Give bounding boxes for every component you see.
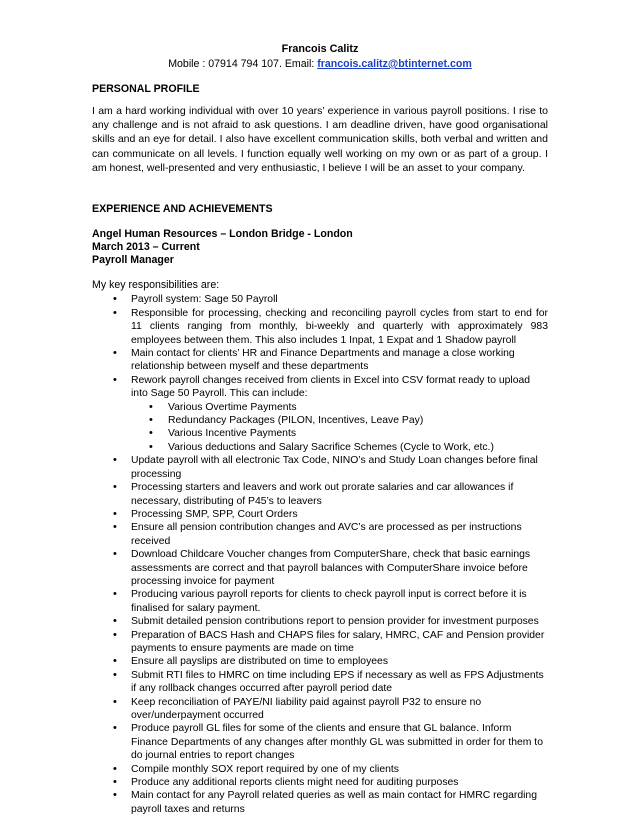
responsibilities-intro: My key responsibilities are:: [92, 279, 220, 292]
list-item: • Payroll system: Sage 50 Payroll: [92, 293, 548, 306]
list-item: • Processing starters and leavers and work out prorate salaries and car allowances if necessary, distributing of P45’s to leavers: [92, 481, 548, 508]
list-item: • Download Childcare Voucher changes from ComputerShare, check that basic earnings assessments are correct and that payroll balances with ComputerShare invoice before processing invoice for payment: [92, 548, 548, 588]
list-item: • Producing various payroll reports for clients to check payroll input is correct before it is finalised for salary payment.: [92, 588, 548, 615]
list-item: • Submit detailed pension contributions report to pension provider for investment purposes: [92, 615, 548, 628]
responsibilities-list: [92, 293, 548, 816]
list-item: • Preparation of BACS Hash and CHAPS files for salary, HMRC, CAF and Pension provider payments to ensure payments are made on time: [92, 629, 548, 656]
list-item: • Ensure all pension contribution changes and AVC’s are processed as per instructions received: [92, 521, 548, 548]
resume-page: [92, 43, 548, 816]
job-block: [92, 228, 548, 267]
list-item: • Update payroll with all electronic Tax Code, NINO’s and Study Loan changes before final processing: [92, 454, 548, 481]
list-item: • Produce payroll GL files for some of the clients and ensure that GL balance. Inform Finance Departments of any changes after monthly GL was submitted in order for them to do journal entries to report changes: [92, 722, 548, 762]
sub-list-item: • Various Overtime Payments: [131, 401, 548, 414]
list-item: [92, 374, 548, 454]
list-item: • Processing SMP, SPP, Court Orders: [92, 508, 548, 521]
list-item: • Compile monthly SOX report required by one of my clients: [92, 763, 548, 776]
list-item-text: Rework payroll changes received from clients in Excel into CSV format ready to upload into Sage 50 Payroll. This can include:: [131, 374, 531, 400]
job-dates: March 2013 – Current: [92, 241, 200, 254]
list-item: • Responsible for processing, checking and reconciling payroll cycles from start to end for 11 clients ranging from monthly, bi-weekly and quarterly with approximately 983 employees between them. This also includes 1 Inpat, 1 Expat and 1 Shadow payroll: [92, 307, 548, 347]
sub-list-item: • Various deductions and Salary Sacrifice Schemes (Cycle to Work, etc.): [131, 441, 548, 454]
profile-heading: PERSONAL PROFILE: [92, 83, 200, 95]
list-item: • Ensure all payslips are distributed on time to employees: [92, 655, 548, 668]
employer: Angel Human Resources – London Bridge - London: [92, 228, 353, 241]
list-item: • Produce any additional reports clients might need for auditing purposes: [92, 776, 548, 789]
experience-heading: EXPERIENCE AND ACHIEVEMENTS: [92, 203, 273, 216]
list-item: • Submit RTI files to HMRC on time including EPS if necessary as well as FPS Adjustments if any rollback changes occurred after payroll period date: [92, 669, 548, 696]
contact-line: [92, 58, 548, 71]
sub-list-item: • Redundancy Packages (PILON, Incentives, Leave Pay): [131, 414, 548, 427]
job-title: Payroll Manager: [92, 254, 174, 267]
list-item: • Main contact for clients’ HR and Finance Departments and manage a close working relationship between myself and these departments: [92, 347, 548, 374]
list-item: • Keep reconciliation of PAYE/NI liability paid against payroll P32 to ensure no over/underpayment occurred: [92, 696, 548, 723]
list-item: • Main contact for any Payroll related queries as well as main contact for HMRC regarding payroll taxes and returns: [92, 789, 548, 816]
candidate-name: Francois Calitz: [281, 43, 359, 55]
profile-text: I am a hard working individual with over 10 years’ experience in various payroll positions. I rise to any challenge and is not afraid to ask questions. I am deadline driven, have good organisational skills and an eye for detail. I also have excellent communication skills, both verbal and written and can communicate on all levels. I function equally well working on my own or as part of a group. I am honest, well-presented and very enthusiastic, I believe I will be an asset to your company.: [92, 105, 548, 174]
contact-mobile: Mobile : 07914 794 107. Email:: [168, 58, 318, 70]
email-link[interactable]: francois.calitz@btinternet.com: [317, 58, 472, 70]
sub-list: [131, 401, 548, 455]
sub-list-item: • Various Incentive Payments: [131, 427, 548, 440]
